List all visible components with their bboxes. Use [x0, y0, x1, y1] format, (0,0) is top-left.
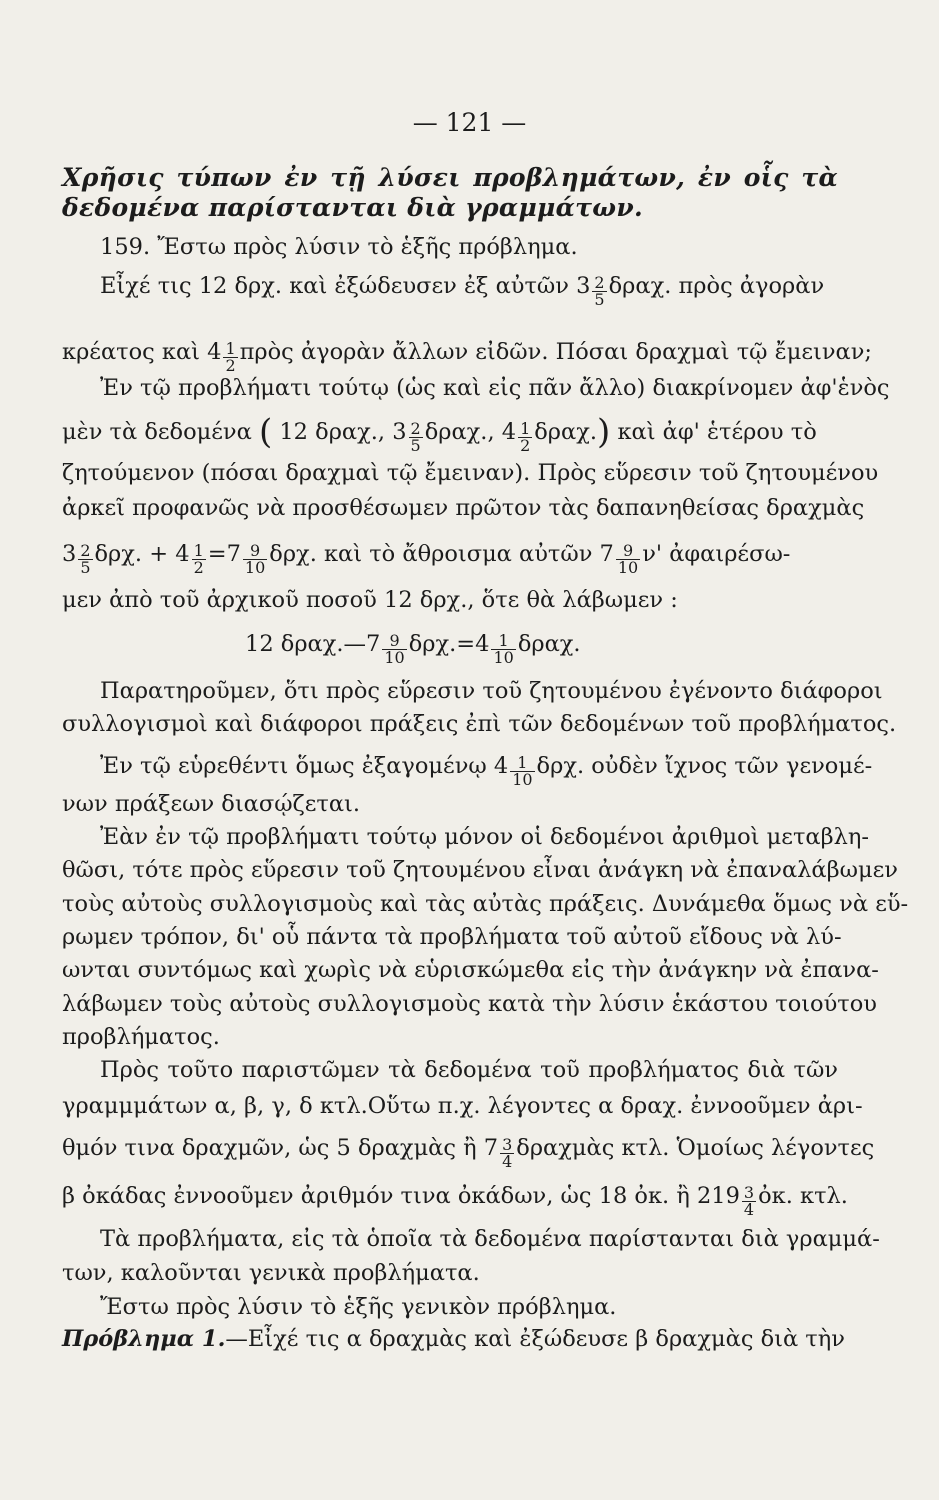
section-heading-line-2: δεδομένα παρίστανται διὰ γραμμάτων. — [62, 193, 644, 222]
represent-line-2: γραμμμάτων α, β, γ, δ κτλ.Οὕτω π.χ. λέγοντες α δραχ. ἐννοοῦμεν ἀρι- — [62, 1093, 863, 1119]
general-line-3: Ἔστω πρὸς λύσιν τὸ ἑξῆς γενικὸν πρόβλημα. — [100, 1294, 617, 1320]
problem-line-1: Εἶχέ τις 12 δρχ. καὶ ἐξώδευσεν ἐξ αὐτῶν 3 $\frac{2}{5}$ δραχ. πρὸς ἀγορὰν — [100, 273, 825, 309]
fraction-two-fifths: $\frac{2}{5}$ — [80, 541, 91, 577]
fraction-one-half: $\frac{1}{2}$ — [193, 541, 204, 577]
analysis-line-4: ἀρκεῖ προφανῶς νὰ προσθέσωμεν πρῶτον τὰς δαπανηθείσας δραχμὰς — [62, 495, 865, 521]
observe-line-4: νων πράξεων διασῴζεται. — [62, 791, 361, 817]
problem-line-2: κρέατος καὶ 4 $\frac{1}{2}$ πρὸς ἀγορὰν ἄλλων εἰδῶν. Πόσαι δραχμαὶ τῷ ἔμειναν; — [62, 339, 872, 375]
fraction-one-tenth: $\frac{1}{10}$ — [512, 753, 533, 789]
represent-line-1: Πρὸς τοῦτο παριστῶμεν τὰ δεδομένα τοῦ προβλήματος διὰ τῶν — [100, 1057, 838, 1083]
if-paragraph-line-2: θῶσι, τότε πρὸς εὕρεσιν τοῦ ζητουμένου εἶναι ἀνάγκη νὰ ἐπαναλάβωμεν — [62, 857, 898, 883]
fraction-nine-tenths: $\frac{9}{10}$ — [617, 541, 639, 577]
if-paragraph-line-4: ρωμεν τρόπον, δι' οὗ πάντα τὰ προβλήματα τοῦ αὐτοῦ εἴδους νὰ λύ- — [62, 924, 842, 950]
fraction-nine-tenths: $\frac{9}{10}$ — [384, 631, 405, 667]
observe-line-2: συλλογισμοὶ καὶ διάφοροι πράξεις ἐπὶ τῶν δεδομένων τοῦ προβλήματος. — [62, 711, 897, 737]
paragraph-159: 159. Ἔστω πρὸς λύσιν τὸ ἑξῆς πρόβλημα. — [100, 234, 578, 260]
analysis-line-5: 3 $\frac{2}{5}$ δρχ. + 4 $\frac{1}{2}$ =7 $\frac{9}{10}$ δρχ. καὶ τὸ ἄθροισμα αὐτῶν 7 $\frac{9}{10}$ ν' ἀφαιρέσω- — [62, 541, 791, 577]
fraction-two-fifths: $\frac{2}{5}$ — [594, 273, 605, 309]
if-paragraph-line-1: Ἐὰν ἐν τῷ προβλήματι τούτῳ μόνον οἱ δεδομένοι ἀριθμοὶ μεταβλη- — [100, 824, 869, 850]
fraction-one-tenth: $\frac{1}{10}$ — [493, 631, 514, 667]
if-paragraph-line-3: τοὺς αὐτοὺς συλλογισμοὺς καὶ τὰς αὐτὰς πράξεις. Δυνάμεθα ὅμως νὰ εὕ- — [62, 891, 909, 917]
fraction-three-quarters: $\frac{3}{4}$ — [743, 1183, 755, 1219]
general-line-2: των, καλοῦνται γενικὰ προβλήματα. — [62, 1260, 480, 1286]
fraction-one-half: $\frac{1}{2}$ — [520, 419, 531, 455]
observe-line-1: Παρατηροῦμεν, ὅτι πρὸς εὕρεσιν τοῦ ζητουμένου ἐγένοντο διάφοροι — [100, 678, 883, 704]
fraction-one-half: $\frac{1}{2}$ — [225, 339, 236, 375]
analysis-line-2: μὲν τὰ δεδομένα ( 12 δραχ., 3 $\frac{2}{5}$ δραχ., 4 $\frac{1}{2}$ δραχ.) καὶ ἀφ' ἑτέρου τὸ — [62, 412, 817, 455]
if-paragraph-line-6: λάβωμεν τοὺς αὐτοὺς συλλογισμοὺς κατὰ τὴν λύσιν ἑκάστου τοιούτου — [62, 991, 877, 1017]
fraction-nine-tenths: $\frac{9}{10}$ — [244, 541, 266, 577]
page-number: — 121 — — [412, 108, 527, 137]
general-line-1: Τὰ προβλήματα, εἰς τὰ ὁποῖα τὰ δεδομένα παρίστανται διὰ γραμμά- — [100, 1226, 880, 1252]
section-heading-line-1: Χρῆσις τύπων ἐν τῇ λύσει προβλημάτων, ἐν οἷς τὰ — [62, 163, 838, 192]
general-line-4: Πρόβλημα 1.—Εἶχέ τις α δραχμὰς καὶ ἐξώδευσε β δραχμὰς διὰ τὴν — [62, 1326, 845, 1352]
observe-line-3: Ἐν τῷ εὑρεθέντι ὅμως ἐξαγομένῳ 4 $\frac{1}{10}$ δρχ. οὐδὲν ἴχνος τῶν γενομέ- — [100, 753, 873, 789]
analysis-line-1: Ἐν τῷ προβλήματι τούτῳ (ὡς καὶ εἰς πᾶν ἄλλο) διακρίνομεν ἀφ'ἑνὸς — [100, 375, 890, 401]
if-paragraph-line-7: προβλήματος. — [62, 1024, 220, 1050]
fraction-two-fifths: $\frac{2}{5}$ — [410, 419, 421, 455]
problem-label: Πρόβλημα 1. — [62, 1326, 226, 1352]
represent-line-3: θμόν τινα δραχμῶν, ὡς 5 δραχμὰς ἢ 7 $\frac{3}{4}$ δραχμὰς κτλ. Ὁμοίως λέγοντες — [62, 1135, 875, 1171]
if-paragraph-line-5: ωνται συντόμως καὶ χωρὶς νὰ εὑρισκώμεθα εἰς τὴν ἀνάγκην νὰ ἐπανα- — [62, 957, 879, 983]
fraction-three-quarters: $\frac{3}{4}$ — [502, 1135, 513, 1171]
analysis-line-6: μεν ἀπὸ τοῦ ἀρχικοῦ ποσοῦ 12 δρχ., ὅτε θὰ λάβωμεν : — [62, 587, 678, 613]
analysis-line-3: ζητούμενον (πόσαι δραχμαὶ τῷ ἔμειναν). Πρὸς εὕρεσιν τοῦ ζητουμένου — [62, 460, 879, 486]
result-equation: 12 δραχ.—7 $\frac{9}{10}$ δρχ.=4 $\frac{1}{10}$ δραχ. — [245, 631, 581, 667]
represent-line-4: β ὀκάδας ἐννοοῦμεν ἀριθμόν τινα ὀκάδων, ὡς 18 ὀκ. ἢ 219 $\frac{3}{4}$ ὀκ. κτλ. — [62, 1183, 848, 1219]
